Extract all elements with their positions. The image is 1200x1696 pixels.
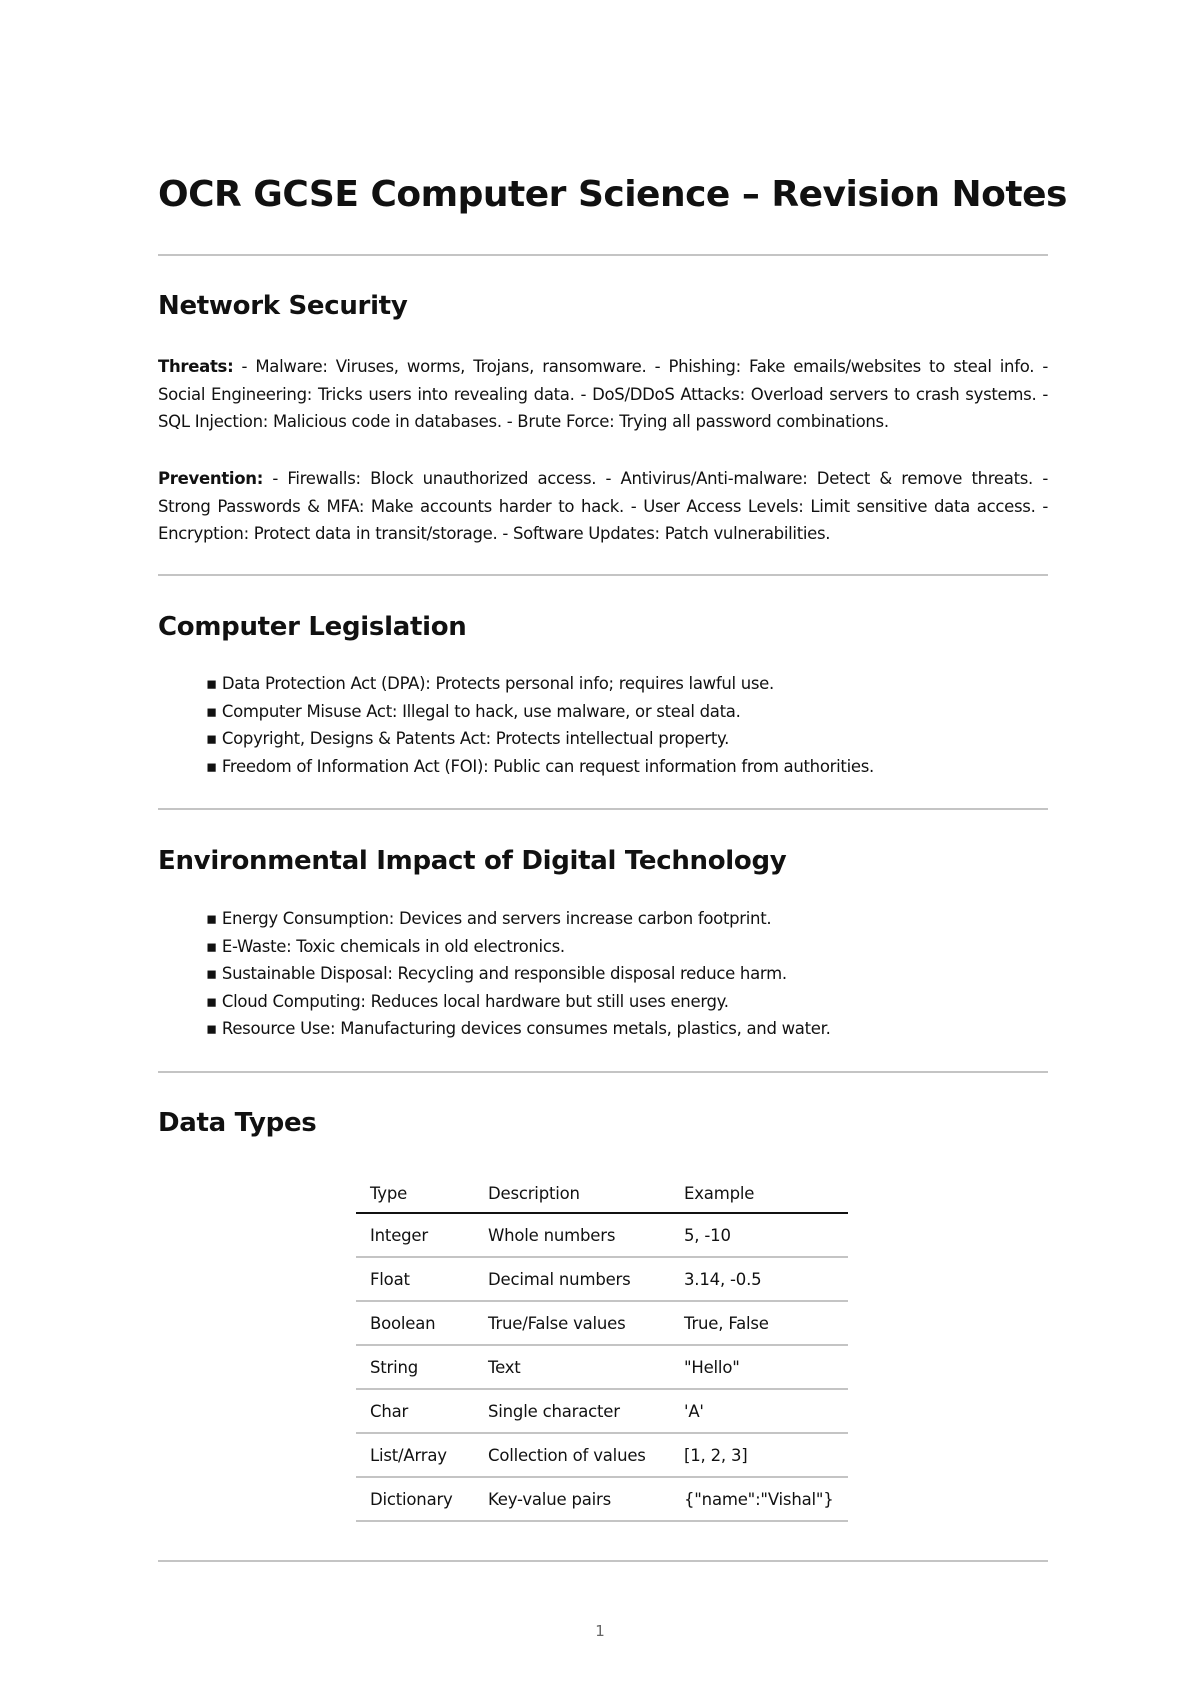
threats-paragraph <box>158 353 1048 436</box>
table-cell: [1, 2, 3] <box>670 1433 848 1477</box>
table-cell: True/False values <box>474 1301 670 1345</box>
section-heading-legislation: Computer Legislation <box>158 612 467 642</box>
divider <box>158 808 1048 810</box>
divider <box>158 1560 1048 1562</box>
list-item: ▪ E-Waste: Toxic chemicals in old electronics. <box>206 936 565 956</box>
divider <box>158 254 1048 256</box>
list-item: ▪ Data Protection Act (DPA): Protects personal info; requires lawful use. <box>206 674 774 693</box>
bullet-icon: ▪ <box>206 701 217 721</box>
table-row <box>356 1301 848 1345</box>
bullet-icon: ▪ <box>206 674 217 693</box>
prevention-text: - Firewalls: Block unauthorized access. - Antivirus/Anti-malware: Detect & remove threats. - Strong Passwords & MFA: Make accounts harder to hack. - User Access Levels: Limit sensitive data access. - Encryption: Protect data in transit/storage. - Software Updates: Patch vulnerabilities. <box>158 469 1048 543</box>
prevention-paragraph <box>158 465 1048 548</box>
table-header-row <box>356 1174 848 1213</box>
table-row <box>356 1389 848 1433</box>
table-cell: Char <box>356 1389 474 1433</box>
column-header-description: Description <box>474 1174 670 1213</box>
table-row <box>356 1345 848 1389</box>
bullet-icon: ▪ <box>206 936 217 956</box>
column-header-example: Example <box>670 1174 848 1213</box>
data-types-table <box>356 1174 848 1522</box>
table-cell: 'A' <box>670 1389 848 1433</box>
table-cell: Float <box>356 1257 474 1301</box>
section-heading-data-types: Data Types <box>158 1108 317 1138</box>
bullet-icon: ▪ <box>206 909 217 928</box>
section-heading-environment: Environmental Impact of Digital Technology <box>158 846 787 876</box>
bullet-icon: ▪ <box>206 756 217 776</box>
table-row <box>356 1433 848 1477</box>
table-cell: Dictionary <box>356 1477 474 1521</box>
table-cell: Text <box>474 1345 670 1389</box>
table-cell: Collection of values <box>474 1433 670 1477</box>
page-title: OCR GCSE Computer Science – Revision Notes <box>158 174 1067 215</box>
legislation-list <box>206 670 874 780</box>
list-item: ▪ Computer Misuse Act: Illegal to hack, use malware, or steal data. <box>206 701 741 721</box>
list-item: ▪ Copyright, Designs & Patents Act: Protects intellectual property. <box>206 729 730 748</box>
bullet-icon: ▪ <box>206 991 217 1011</box>
bullet-icon: ▪ <box>206 964 217 983</box>
table-cell: Integer <box>356 1213 474 1257</box>
table-row <box>356 1477 848 1521</box>
table-row <box>356 1257 848 1301</box>
table-cell: 3.14, -0.5 <box>670 1257 848 1301</box>
threats-label: Threats: <box>158 357 234 376</box>
table-cell: Whole numbers <box>474 1213 670 1257</box>
table-cell: List/Array <box>356 1433 474 1477</box>
table-cell: Single character <box>474 1389 670 1433</box>
list-item: ▪ Energy Consumption: Devices and servers increase carbon footprint. <box>206 909 772 928</box>
table-cell: String <box>356 1345 474 1389</box>
list-item: ▪ Freedom of Information Act (FOI): Public can request information from authorities. <box>206 756 874 776</box>
table-cell: 5, -10 <box>670 1213 848 1257</box>
table-cell: Key-value pairs <box>474 1477 670 1521</box>
prevention-label: Prevention: <box>158 469 264 488</box>
table-cell: Boolean <box>356 1301 474 1345</box>
divider <box>158 574 1048 576</box>
bullet-icon: ▪ <box>206 1019 217 1038</box>
table-cell: Decimal numbers <box>474 1257 670 1301</box>
table-cell: {"name":"Vishal"} <box>670 1477 848 1521</box>
section-heading-network-security: Network Security <box>158 291 408 321</box>
list-item: ▪ Sustainable Disposal: Recycling and responsible disposal reduce harm. <box>206 964 787 983</box>
bullet-icon: ▪ <box>206 729 217 748</box>
threats-text: - Malware: Viruses, worms, Trojans, ransomware. - Phishing: Fake emails/websites to steal info. - Social Engineering: Tricks users into revealing data. - DoS/DDoS Attacks: Overload servers to crash systems. - SQL Injection: Malicious code in databases. - Brute Force: Trying all password combinations. <box>158 357 1048 431</box>
table-cell: "Hello" <box>670 1345 848 1389</box>
list-item: ▪ Cloud Computing: Reduces local hardware but still uses energy. <box>206 991 729 1011</box>
column-header-type: Type <box>356 1174 474 1213</box>
table-cell: True, False <box>670 1301 848 1345</box>
table-row <box>356 1213 848 1257</box>
environment-list <box>206 905 831 1043</box>
divider <box>158 1071 1048 1073</box>
list-item: ▪ Resource Use: Manufacturing devices consumes metals, plastics, and water. <box>206 1019 831 1038</box>
page-number: 1 <box>595 1622 605 1640</box>
